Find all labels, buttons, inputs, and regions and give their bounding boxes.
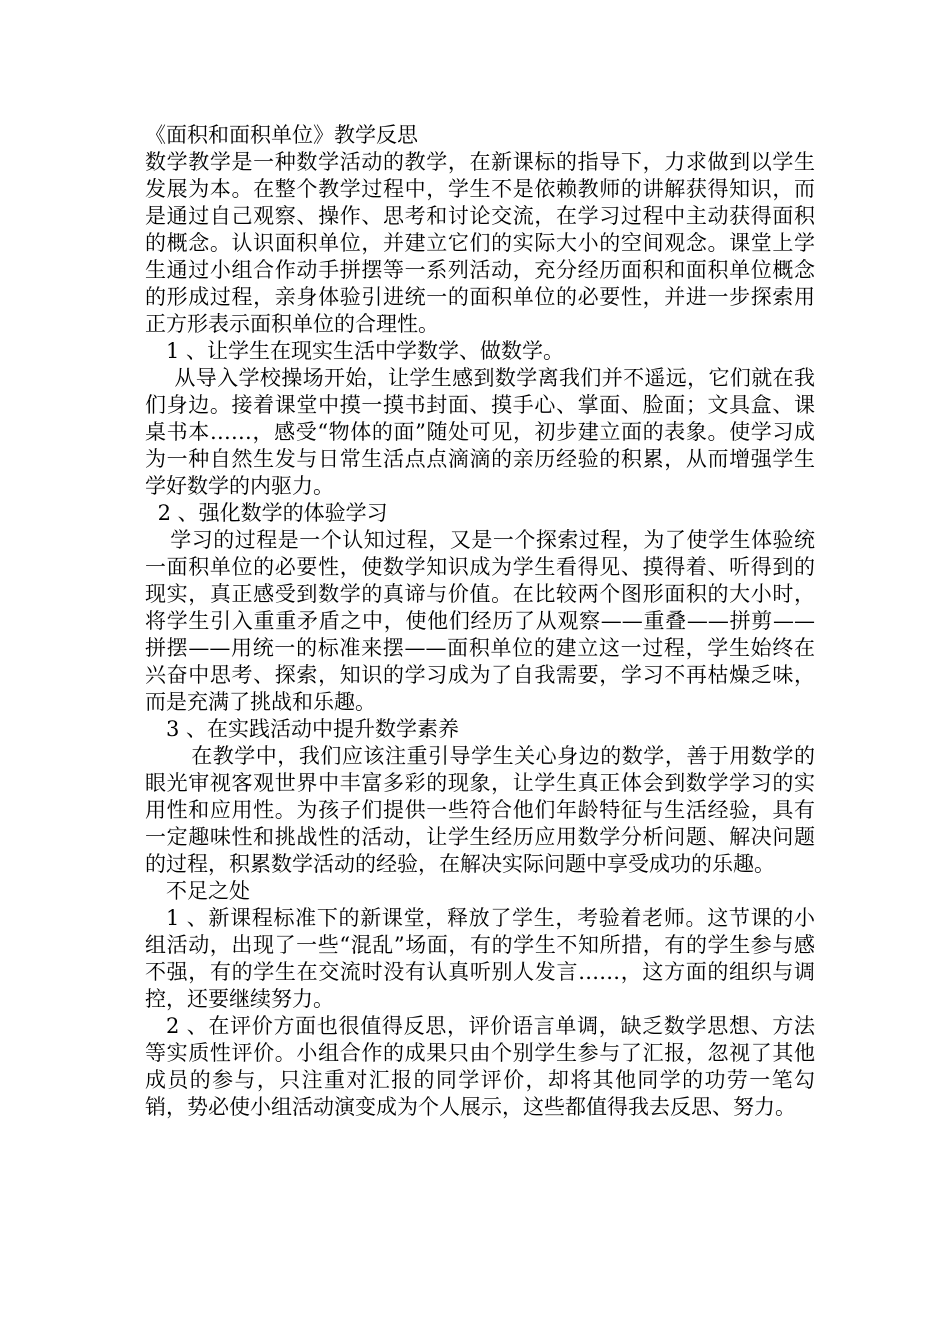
section-1-body: 从导入学校操场开始，让学生感到数学离我们并不遥远，它们就在我们身边。接着课堂中摸一摸书封面、摸手心、掌面、脸面；文具盒、课桌书本……，感受“物体的面”随处可见，初步建立面的表象。使学习成为一种自然生发与日常生活点点滴滴的亲历经验的积累，从而增强学生学好数学的内驱力。 <box>145 366 815 498</box>
shortcoming-item-2: 2 、在评价方面也很值得反思，评价语言单调，缺乏数学思想、方法等实质性评价。小组合作的成果只由个别学生参与了汇报，忽视了其他成员的参与，只注重对汇报的同学评价，却将其他同学的功劳一笔勾销，势必使小组活动演变成为个人展示，这些都值得我去反思、努力。 <box>145 1014 815 1119</box>
section-2-heading: 2 、强化数学的体验学习 <box>157 501 388 525</box>
shortcomings-heading: 不足之处 <box>166 879 250 903</box>
document-page <box>145 122 815 1121</box>
section-3-body: 在教学中，我们应该注重引导学生关心身边的数学，善于用数学的眼光审视客观世界中丰富多彩的现象，让学生真正体会到数学学习的实用性和应用性。为孩子们提供一些符合他们年龄特征与生活经验，具有一定趣味性和挑战性的活动，让学生经历应用数学分析问题、解决问题的过程，积累数学活动的经验，在解决实际问题中享受成功的乐趣。 <box>145 744 815 876</box>
section-1-heading: 1 、让学生在现实生活中学数学、做数学。 <box>166 339 565 363</box>
shortcoming-item-1: 1 、新课程标准下的新课堂，释放了学生，考验着老师。这节课的小组活动，出现了一些“混乱”场面，有的学生不知所措，有的学生参与感不强，有的学生在交流时没有认真听别人发言……，这方面的组织与调控，还要继续努力。 <box>145 906 815 1011</box>
document-title: 《面积和面积单位》教学反思 <box>145 123 418 147</box>
intro-paragraph: 数学教学是一种数学活动的教学，在新课标的指导下，力求做到以学生发展为本。在整个教学过程中，学生不是依赖教师的讲解获得知识，而是通过自己观察、操作、思考和讨论交流，在学习过程中主动获得面积的概念。认识面积单位，并建立它们的实际大小的空间观念。课堂上学生通过小组合作动手拼摆等一系列活动，充分经历面积和面积单位概念的形成过程，亲身体验引进统一的面积单位的必要性，并进一步探索用正方形表示面积单位的合理性。 <box>145 150 815 336</box>
section-2-body: 学习的过程是一个认知过程，又是一个探索过程，为了使学生体验统一面积单位的必要性，使数学知识成为学生看得见、摸得着、听得到的现实，真正感受到数学的真谛与价值。在比较两个图形面积的大小时，将学生引入重重矛盾之中，使他们经历了从观察——重叠——拼剪——拼摆——用统一的标准来摆——面积单位的建立这一过程，学生始终在兴奋中思考、探索，知识的学习成为了自我需要，学习不再枯燥乏味，而是充满了挑战和乐趣。 <box>145 528 815 714</box>
section-3-heading: 3 、在实践活动中提升数学素养 <box>166 717 460 741</box>
